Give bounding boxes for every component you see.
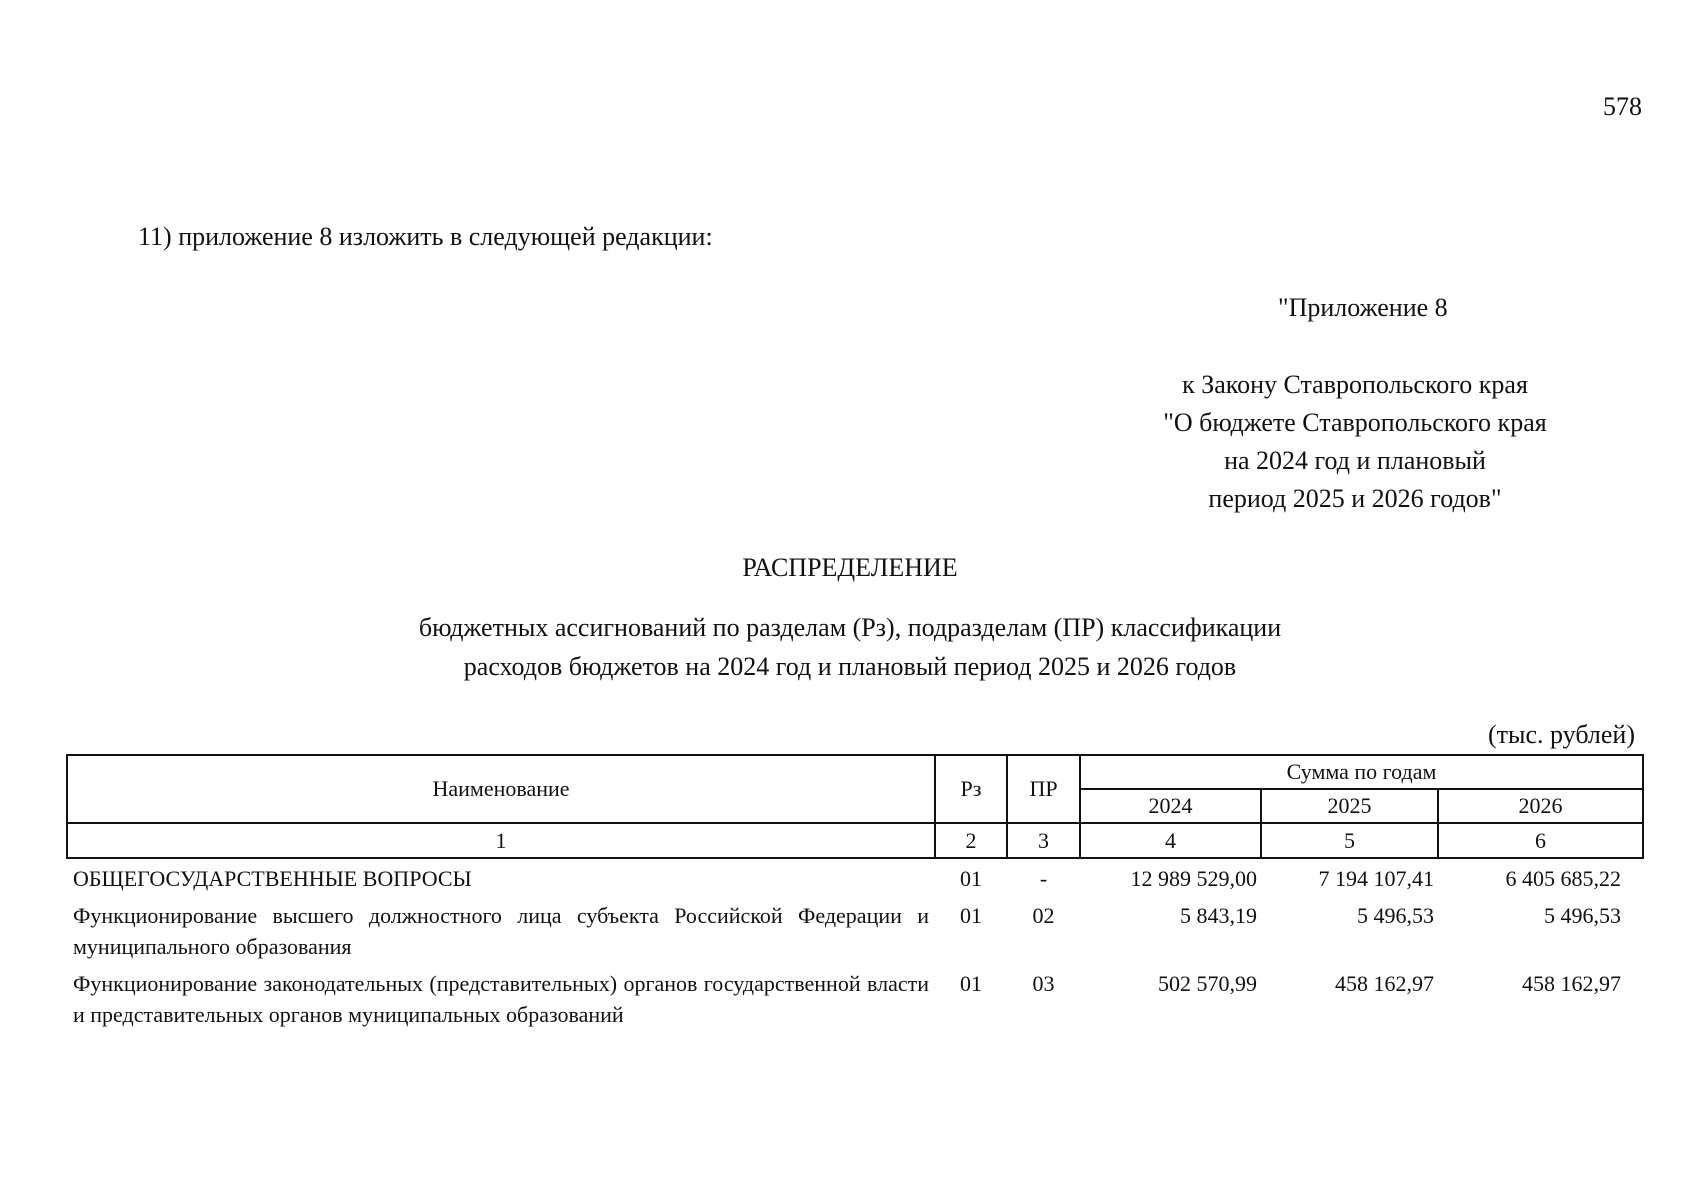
law-reference [1140,366,1570,518]
subtitle-line: бюджетных ассигнований по разделам (Рз), подразделам (ПР) классификации [418,613,1282,642]
column-number: 4 [1080,823,1261,858]
table-row [67,896,1643,964]
row-name: Функционирование законодательных (представительных) органов государственной власти и представительных органов муниципальных образований [73,971,929,1027]
page-number: 578 [1603,92,1642,121]
header-pr: ПР [1007,755,1080,823]
column-number: 3 [1007,823,1080,858]
law-reference-line: на 2024 год и плановый [1224,446,1486,475]
table-row [67,858,1643,896]
row-pr: 02 [1032,903,1055,928]
document-title: РАСПРЕДЕЛЕНИЕ [742,553,958,582]
column-number: 2 [935,823,1007,858]
row-rz: 01 [960,903,982,928]
law-reference-line: "О бюджете Ставропольского края [1163,408,1547,437]
row-value-2024: 5 843,19 [1180,903,1257,928]
row-value-2026: 458 162,97 [1522,971,1622,996]
row-value-2025: 5 496,53 [1357,903,1434,928]
subtitle-line: расходов бюджетов на 2024 год и плановый период 2025 и 2026 годов [463,652,1237,681]
row-value-2024: 502 570,99 [1158,971,1257,996]
column-number: 1 [67,823,935,858]
row-pr: 03 [1032,971,1055,996]
row-rz: 01 [960,971,982,996]
intro-text: 11) приложение 8 изложить в следующей редакции: [138,222,713,251]
row-value-2024: 12 989 529,00 [1130,866,1257,891]
header-sum-by-years: Сумма по годам [1080,755,1643,789]
row-pr: - [1039,866,1048,891]
row-name: ОБЩЕГОСУДАРСТВЕННЫЕ ВОПРОСЫ [73,866,472,891]
table-row [67,964,1643,1032]
row-value-2026: 5 496,53 [1544,903,1622,928]
header-year: 2025 [1261,789,1438,823]
unit-label: (тыс. рублей) [1487,720,1635,749]
column-number: 6 [1438,823,1643,858]
law-reference-line: к Закону Ставропольского края [1182,370,1528,399]
column-number: 5 [1261,823,1438,858]
appendix-label: "Приложение 8 [1278,293,1448,322]
row-value-2026: 6 405 685,22 [1505,866,1622,891]
document-subtitle [0,608,1685,686]
header-rz: Рз [935,755,1007,823]
header-year: 2026 [1438,789,1643,823]
row-value-2025: 458 162,97 [1335,971,1434,996]
law-reference-line: период 2025 и 2026 годов" [1208,484,1502,513]
row-value-2025: 7 194 107,41 [1318,866,1434,891]
row-rz: 01 [960,866,982,891]
row-name: Функционирование высшего должностного лица субъекта Российской Федерации и муниципального образования [73,903,929,959]
header-year: 2024 [1080,789,1261,823]
header-name: Наименование [67,755,935,823]
budget-table [66,754,1644,1032]
